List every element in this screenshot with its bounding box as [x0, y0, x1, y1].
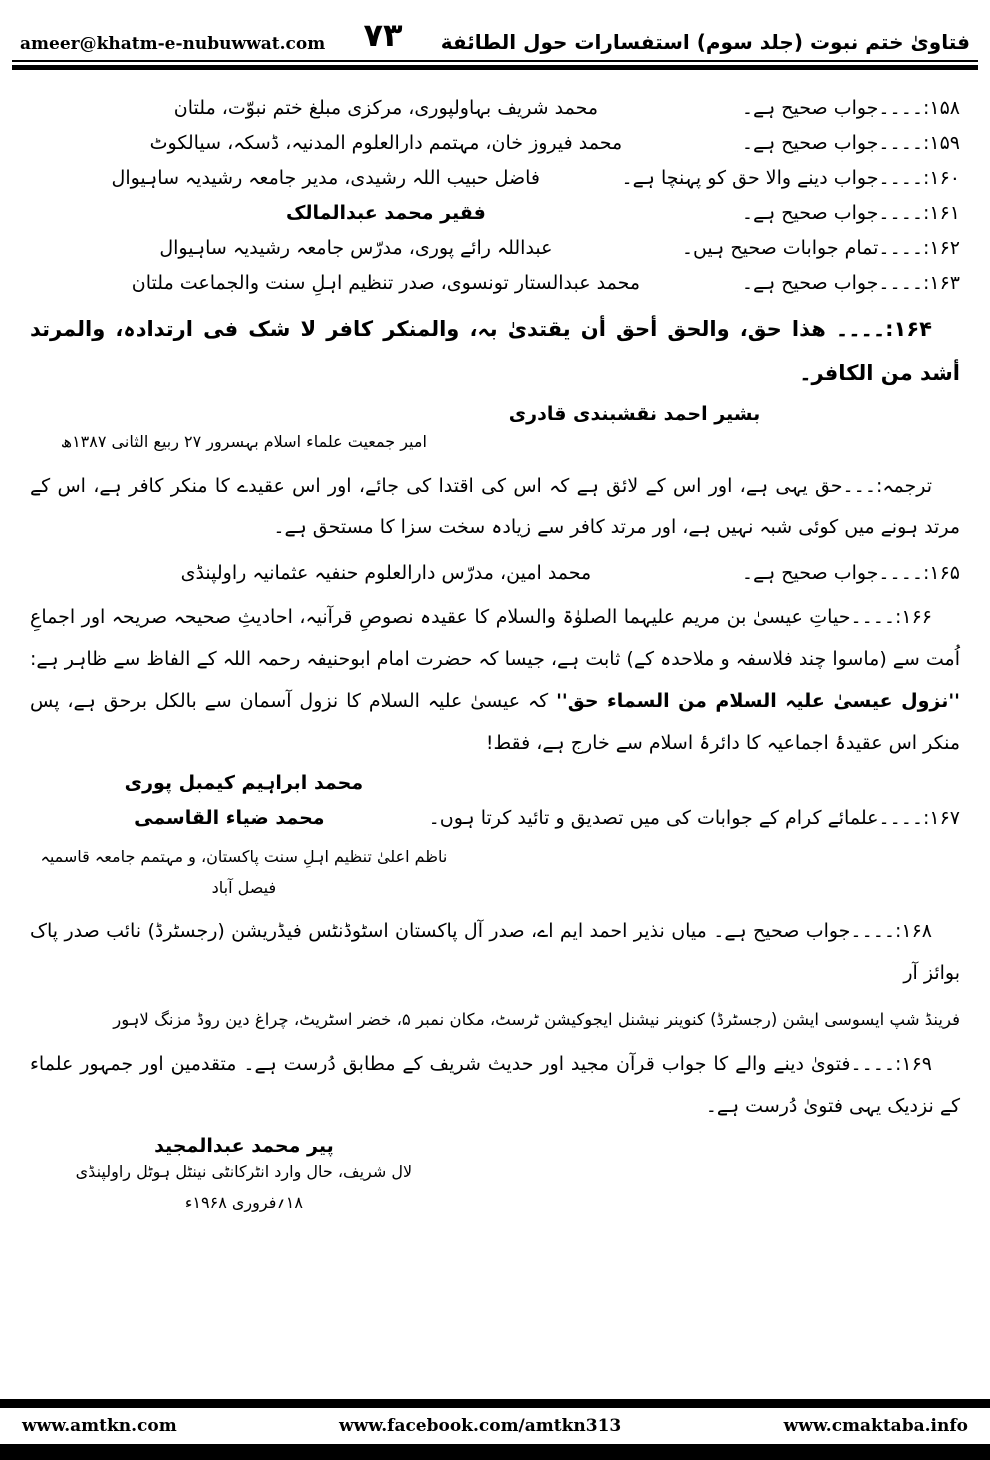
answer-text: ۱۶۵:۔۔۔۔جواب صحیح ہے۔ [741, 562, 960, 585]
answer-text: ۱۵۸:۔۔۔۔جواب صحیح ہے۔ [741, 97, 960, 119]
signature-text: محمد عبدالستار تونسوی، صدر تنظیم اہلِ سنت والجماعت ملتان [131, 272, 641, 294]
page-number: ۷۳ [363, 16, 403, 54]
designation-wrap [30, 842, 960, 903]
header-email: ameer@khatm-e-nubuwwat.com [20, 34, 326, 54]
answer-text: ۱۵۹:۔۔۔۔جواب صحیح ہے۔ [741, 132, 960, 154]
signature-wrap [30, 772, 960, 794]
answer-row-167 [30, 807, 960, 829]
arabic-verdict-text: ۱۶۴:۔۔۔۔ ھذا حق، والحق أحق أن یقتدیٰ بہ، والمنکر کافر لا شک فی ارتدادہ، والمرتد أشد من الکافر۔ [30, 317, 960, 386]
answer-row-158 [30, 97, 960, 119]
entry-166-text-after: کہ عیسیٰ علیہ السلام کا نزول آسمان سے بالکل برحق ہے، پس منکر اس عقیدۂ اجماعیہ کا دائرۂ اسلام سے خارج ہے، فقط! [30, 689, 960, 754]
footer-url-cmaktaba: www.cmaktaba.info [783, 1416, 968, 1436]
answer-row-163 [30, 272, 960, 294]
signature-text: عبداللہ رائے پوری، مدرّس جامعہ رشیدیہ ساہیوال [159, 237, 553, 259]
answer-text: ۱۶۱:۔۔۔۔جواب صحیح ہے۔ [741, 202, 960, 224]
answer-row-160 [30, 167, 960, 189]
entry-169 [30, 1044, 960, 1218]
footer-url-amtkn: www.amtkn.com [22, 1416, 177, 1436]
signature-text: فاضل حبیب اللہ رشیدی، مدیر جامعہ رشیدیہ ساہیوال [111, 167, 540, 189]
entry-166-text-before: ۱۶۶:۔۔۔۔حیاتِ عیسیٰ بن مریم علیہما الصلوٰۃ والسلام کا عقیدہ نصوصِ قرآنیہ، احادیثِ صحیحہ صریحہ اور اجماعِ اُمت سے (ماسوا چند فلاسفہ و ملاحدہ کے) ثابت ہے، جیسا کہ حضرت امام ابوحنیفہ رحمہ اللہ کے الفاظ سے ظاہر ہے: [30, 606, 960, 670]
book-title: فتاویٰ ختم نبوت (جلد سوم) استفسارات حول الطائفة [440, 30, 970, 54]
entry-168-address: فرینڈ شپ ایسوسی ایشن (رجسٹرڈ) کنوینر نیشنل ایجوکیشن ٹرسٹ، مکان نمبر ۵، خضر اسٹریٹ، چراغ دین روڈ مزنگ لاہور [113, 1009, 960, 1029]
attribution-wrap [30, 427, 960, 457]
signer-address: لال شریف، حال وارد انٹرکانٹی نینٹل ہوٹل راولپنڈی [75, 1162, 413, 1182]
entry-166-arabic-quote: ''نزول عیسیٰ علیہ السلام من السماء حق'' [556, 689, 960, 712]
translation-paragraph: ترجمہ:۔۔۔حق یہی ہے، اور اس کے لائق ہے کہ اس کی اقتدا کی جائے، اور اس عقیدے کا منکر کافر ہے، اس کے مرتد ہونے میں کوئی شبہ نہیں ہے، اور مرتد کافر سے زیادہ سخت سزا کا مستحق ہے۔ [30, 474, 960, 539]
page-header [0, 0, 990, 58]
answer-row-165 [30, 562, 960, 584]
page-content [0, 70, 990, 1399]
signature-text: محمد ابراہیم کیمبل پوری [124, 772, 364, 795]
footer-url-facebook: www.facebook.com/amtkn313 [339, 1416, 622, 1436]
signature-block [30, 1135, 458, 1218]
footer-divider-top [0, 1399, 990, 1408]
signature-text: فقیر محمد عبدالمالک [285, 202, 486, 224]
entry-169-text: ۱۶۹:۔۔۔۔فتویٰ دینے والے کا جواب قرآن مجید اور حدیث شریف کے مطابق دُرست ہے۔ متقدمین اور جمہور علماء کے نزدیک یہی فتویٰ دُرست ہے۔ [30, 1052, 960, 1117]
answer-text: ۱۶۲:۔۔۔۔تمام جوابات صحیح ہیں۔ [681, 237, 960, 259]
footer-links [0, 1408, 990, 1444]
entry-168-text: ۱۶۸:۔۔۔۔جواب صحیح ہے۔ میاں نذیر احمد ایم اے، صدر آل پاکستان اسٹوڈنٹس فیڈریشن (رجسٹرڈ) نائب صدر پاک بوائز آر [30, 920, 960, 984]
answer-row-161 [30, 202, 960, 224]
entry-166-paragraph [30, 597, 960, 764]
signature-text: محمد ضیاء القاسمی [134, 807, 325, 830]
answer-row-162 [30, 237, 960, 259]
answer-text: ۱۶۳:۔۔۔۔جواب صحیح ہے۔ [741, 272, 960, 294]
answer-text: ۱۶۰:۔۔۔۔جواب دینے والا حق کو پہنچا ہے۔ [621, 167, 960, 189]
signature-text: محمد فیروز خان، مہتمم دارالعلوم المدنیہ، ڈسکہ، سیالکوٹ [149, 132, 623, 154]
signature-date: ۱۸؍فروری ۱۹۶۸ء [184, 1192, 303, 1212]
footer-divider-bottom [0, 1444, 990, 1460]
signature-text: محمد شریف بہاولپوری، مرکزی مبلغ ختم نبوّت، ملتان [173, 97, 599, 119]
attribution-text: امیر جمعیت علماء اسلام بہسرور ۲۷ ربیع الثانی ۱۳۸۷ھ [60, 432, 427, 452]
answer-text: ۱۶۷:۔۔۔۔علمائے کرام کے جوابات کی میں تصدیق و تائید کرتا ہوں۔ [428, 807, 960, 830]
header-divider [12, 60, 978, 70]
signature-text: بشیر احمد نقشبندی قادری [508, 403, 761, 426]
entry-164 [30, 307, 960, 458]
signature-text: پیر محمد عبدالمجید [154, 1135, 334, 1158]
signature-block-wrap [30, 1135, 960, 1218]
page-footer [0, 1399, 990, 1460]
entry-168 [30, 911, 960, 1036]
designation-text: ناظم اعلیٰ تنظیم اہلِ سنت پاکستان، و مہتمم جامعہ قاسمیہ فیصل آباد [40, 847, 448, 897]
answer-row-159 [30, 132, 960, 154]
entry-166 [30, 597, 960, 794]
signature-text: محمد امین، مدرّس دارالعلوم حنفیہ عثمانیہ راولپنڈی [180, 562, 592, 585]
entry-167 [30, 807, 960, 903]
